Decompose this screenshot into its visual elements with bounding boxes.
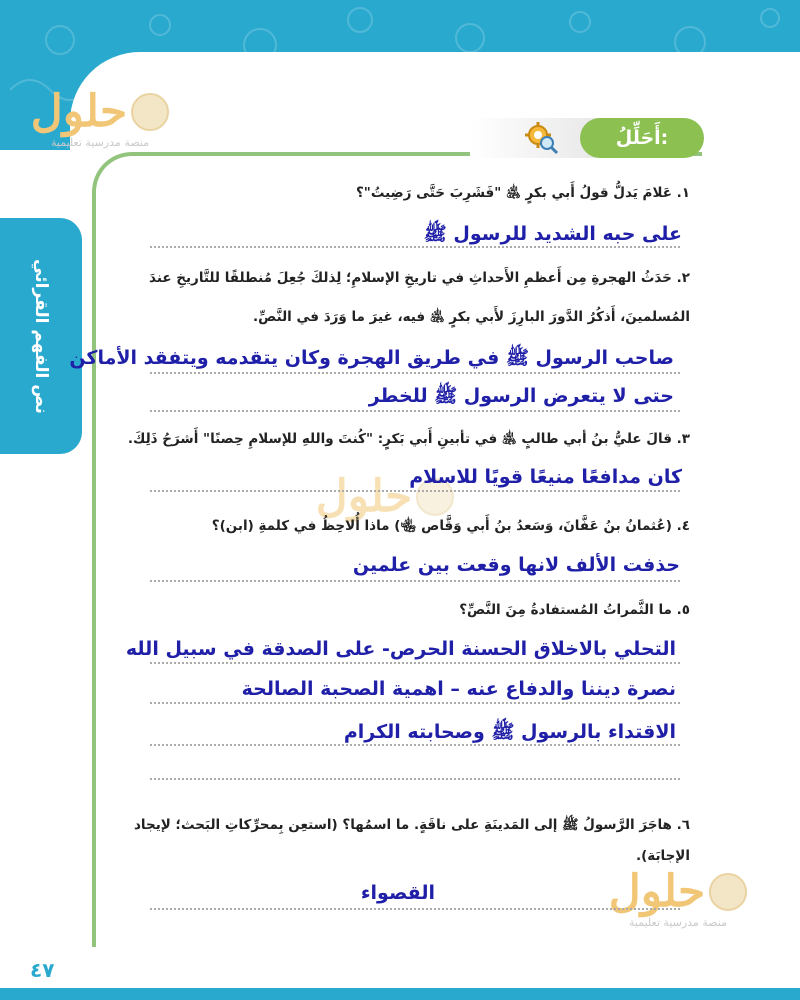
question-1: ١. عَلامَ يَدلُّ قولُ أَبي بكرٍ ﵁ "فَشَرِبَ حَتَّى رَضِيتُ"؟ <box>355 185 690 201</box>
answer-line <box>150 702 680 704</box>
logo-watermark-top <box>20 74 180 164</box>
page-number: ٤٧ <box>30 958 55 982</box>
answer-5-line-1: التحلي بالاخلاق الحسنة الحرص- على الصدقة في سبيل الله <box>125 638 676 660</box>
answer-5-line-2: نصرة ديننا والدفاع عنه – اهمية الصحبة الصالحة <box>241 678 676 700</box>
answer-line <box>150 662 680 664</box>
answer-1: على حبه الشديد للرسول ﷺ <box>423 223 682 245</box>
section-header <box>580 118 704 158</box>
answer-line <box>150 744 680 746</box>
logo-word: حلول <box>30 85 128 137</box>
question-6-line-1: ٦. هاجَرَ الرَّسولُ ﷺ إلى المَدينَةِ على ناقَةٍ. ما اسمُها؟ (استعِن بِمحرِّكاتِ البَحث؛ لإيجاد <box>134 817 690 833</box>
question-4: ٤. (عُثمانُ بنُ عَفَّانَ، وَسَعدُ بنُ أَبي وَقَّاص ﵄) ماذا أُلاحِظُ في كلمةِ (ابن)؟ <box>211 518 690 534</box>
question-3: ٣. قالَ عليُّ بنُ أبي طالبٍ ﵁ في تأبينِ أَبي بَكرٍ: "كُنتَ واللهِ للإسلامِ حِصنًا" أَشرَحُ ذَلِكَ. <box>127 431 690 447</box>
side-tab <box>0 218 82 454</box>
logo-tagline: منصة مدرسية تعليمية <box>629 915 727 929</box>
answer-line <box>150 246 680 248</box>
side-tab-label: نص الفهم القرائي <box>31 258 51 414</box>
question-2-line-1: ٢. حَدَثُ الهجرةِ مِن أَعظمِ الأَحداثِ في تاريخِ الإسلامِ؛ لِذلكَ جُعِلَ مُنطلقًا للتَّاريخِ عندَ <box>149 270 690 286</box>
answer-3: كان مدافعًا منيعًا قويًا للاسلام <box>409 466 682 488</box>
logo-word: حلول <box>608 865 706 917</box>
answer-5-line-3: الاقتداء بالرسول ﷺ وصحابته الكرام <box>343 721 676 743</box>
answer-2-line-1: صاحب الرسول ﷺ في طريق الهجرة وكان يتقدمه ويتفقد الأماكن <box>69 347 674 369</box>
answer-2-line-2: حتى لا يتعرض الرسول ﷺ للخطر <box>368 385 674 407</box>
answer-line <box>150 372 680 374</box>
question-5: ٥. ما الثَّمراتُ المُستفادةُ مِنَ النَّصِّ؟ <box>459 602 690 618</box>
answer-4: حذفت الألف لانها وقعت بين علمين <box>352 554 680 576</box>
logo-disc-icon <box>131 93 169 131</box>
logo-tagline: منصة مدرسية تعليمية <box>51 135 149 149</box>
section-title: أَحَلِّلُ: <box>615 127 669 149</box>
answer-6: القصواء <box>360 882 435 904</box>
logo-word: حلول <box>315 471 413 522</box>
logo-mark <box>30 85 169 137</box>
answer-line <box>150 908 680 910</box>
answer-line <box>150 778 680 780</box>
gear-magnifier-icon <box>523 120 559 156</box>
answer-line <box>150 410 680 412</box>
logo-disc-icon <box>709 873 747 911</box>
question-6-line-2: الإجابَة). <box>635 848 690 864</box>
question-2-line-2: المُسلمينَ، أَذكُرُ الدَّورَ البارِزَ لأَبي بكرٍ ﵁ فيه، غيرَ ما وَرَدَ في النَّصِّ. <box>253 309 690 325</box>
bottom-band <box>0 988 800 1000</box>
answer-line <box>150 490 680 492</box>
answer-line <box>150 580 680 582</box>
